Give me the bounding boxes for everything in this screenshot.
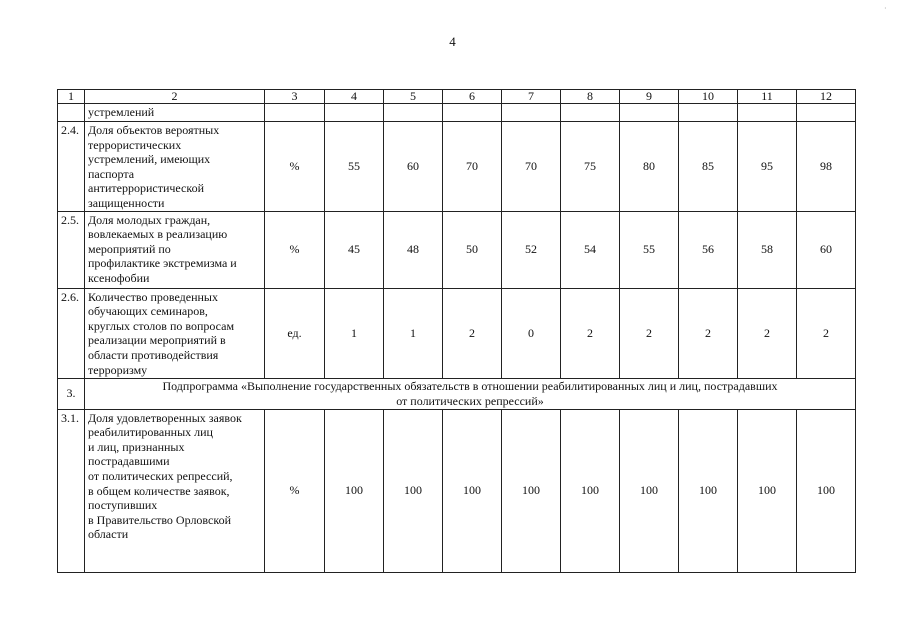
continuation-row [58,104,856,122]
description-line: поступивших [88,498,158,513]
value-cell: 100 [679,409,738,572]
description-line: мероприятий по [88,241,171,256]
description-line: террористических [88,137,182,152]
table-row [58,211,856,288]
column-number: 1 [58,90,85,104]
description-line: реализации мероприятий в [88,333,226,348]
description-line: защищенности [88,195,165,210]
continuation-text: устремлений [85,104,265,122]
description-line: круглых столов по вопросам [88,318,235,333]
indicator-description [85,409,265,572]
value-cell: 0 [502,288,561,378]
description-line: вовлекаемых в реализацию [88,227,228,242]
value-cell: 100 [561,409,620,572]
subprogram-title-line: Подпрограмма «Выполнение государственных обязательств в отношении реабилитированных лиц и лиц, пострадавших [162,378,778,393]
description-line: паспорта [88,166,135,181]
value-cell: 100 [502,409,561,572]
description-line: ксенофобии [88,270,150,285]
value-cell: 50 [443,211,502,288]
value-cell: 95 [738,122,797,212]
value-cell: 70 [502,122,561,212]
empty-cell [443,104,502,122]
column-number: 2 [85,90,265,104]
value-cell: 54 [561,211,620,288]
value-cell: 98 [797,122,856,212]
row-number: 2.6. [58,288,85,378]
value-cell: 2 [797,288,856,378]
description-line: от политических репрессий, [88,468,233,483]
column-number: 5 [384,90,443,104]
value-cell: 1 [325,288,384,378]
value-cell: 55 [325,122,384,212]
indicator-description [85,211,265,288]
empty-cell [620,104,679,122]
description-line: обучающих семинаров, [88,304,208,319]
value-cell: 100 [797,409,856,572]
value-cell: 45 [325,211,384,288]
value-cell: 55 [620,211,679,288]
indicator-description [85,122,265,212]
value-cell: 100 [384,409,443,572]
column-number: 9 [620,90,679,104]
table-row [58,288,856,378]
unit-cell: % [265,211,325,288]
empty-cell [679,104,738,122]
column-number: 6 [443,90,502,104]
table-row [58,409,856,572]
description-line: и лиц, признанных [88,439,185,454]
empty-cell [265,104,325,122]
value-cell: 100 [325,409,384,572]
value-cell: 60 [797,211,856,288]
value-cell: 2 [443,288,502,378]
description-line: области противодействия [88,347,219,362]
description-line: Доля удовлетворенных заявок [88,410,242,425]
description-line: пострадавшими [88,454,170,469]
description-line: Доля молодых граждан, [88,212,211,227]
description-line: терроризму [88,362,148,377]
value-cell: 48 [384,211,443,288]
description-line: области [88,527,129,542]
description-line: устремлений, имеющих [88,152,211,167]
column-number-row [58,90,856,104]
column-number: 3 [265,90,325,104]
description-line: в Правительство Орловской [88,512,231,527]
value-cell: 80 [620,122,679,212]
value-cell: 75 [561,122,620,212]
description-line: реабилитированных лиц [88,425,213,440]
value-cell: 100 [443,409,502,572]
description-line: в общем количестве заявок, [88,483,230,498]
unit-cell: % [265,122,325,212]
unit-cell: ед. [265,288,325,378]
empty-cell [325,104,384,122]
unit-cell: % [265,409,325,572]
subprogram-title-line: от политических репрессий» [396,393,544,408]
empty-cell [738,104,797,122]
empty-cell [561,104,620,122]
value-cell: 52 [502,211,561,288]
indicators-table [57,89,856,573]
column-number: 7 [502,90,561,104]
subprogram-title [85,378,856,409]
column-number: 8 [561,90,620,104]
description-line: антитеррористической [88,181,205,196]
row-number: 2.4. [58,122,85,212]
value-cell: 2 [738,288,797,378]
value-cell: 1 [384,288,443,378]
value-cell: 100 [738,409,797,572]
empty-cell [797,104,856,122]
empty-cell [502,104,561,122]
value-cell: 2 [620,288,679,378]
value-cell: 85 [679,122,738,212]
page-number: 4 [449,34,456,49]
column-number: 4 [325,90,384,104]
description-line: Количество проведенных [88,289,218,304]
value-cell: 60 [384,122,443,212]
row-number: 3.1. [58,409,85,572]
value-cell: 56 [679,211,738,288]
empty-cell [384,104,443,122]
description-line: Доля объектов вероятных [88,123,220,137]
value-cell: 100 [620,409,679,572]
corner-mark: · [884,4,887,13]
value-cell: 58 [738,211,797,288]
row-number: 2.5. [58,211,85,288]
value-cell: 2 [679,288,738,378]
subprogram-row [58,378,856,409]
column-number: 11 [738,90,797,104]
subprogram-number: 3. [58,378,85,409]
value-cell: 70 [443,122,502,212]
column-number: 12 [797,90,856,104]
description-line: профилактике экстремизма и [88,256,237,271]
column-number: 10 [679,90,738,104]
row-number [58,104,85,122]
indicator-description [85,288,265,378]
table-row [58,122,856,212]
value-cell: 2 [561,288,620,378]
